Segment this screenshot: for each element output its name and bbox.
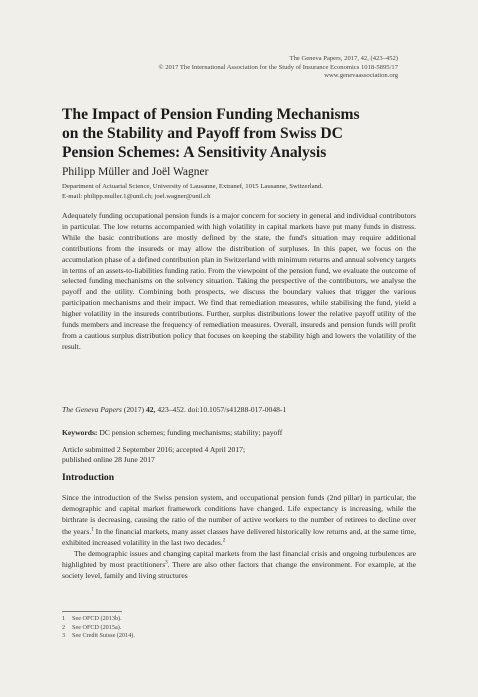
para1-text-a: Since the introduction of the Swiss pension system, and occupational pension funds (2nd pillar) in particular, the demographic and capital market framework conditions have changed. Life expectancy is increasing, while the birthrate is decreasing, causing the ratio of the number of active workers to the number of retirees to decline over the years. bbox=[62, 493, 416, 536]
intro-paragraph-2 bbox=[62, 548, 416, 582]
footnote-text: See Credit Suisse (2014). bbox=[72, 632, 135, 640]
citation-doi[interactable]: 423–452. doi:10.1057/s41288-017-0048-1 bbox=[157, 405, 287, 414]
footnote-number: 1 bbox=[62, 615, 66, 622]
introduction-body bbox=[62, 492, 416, 582]
section-heading-introduction: Introduction bbox=[62, 472, 115, 483]
para1-text-b: In the financial markets, many asset classes have delivered historically low returns and, at the same time, exhibited increased volatility in the last two decades. bbox=[62, 526, 416, 547]
masthead-copyright-line: © 2017 The International Association for the Study of Insurance Economics 1018-5895/17 bbox=[158, 63, 398, 71]
journal-masthead bbox=[159, 55, 398, 81]
masthead-journal-line: The Geneva Papers, 2017, 42, (423–452) bbox=[289, 55, 398, 62]
masthead-website-link[interactable]: www.genevaassociation.org bbox=[324, 72, 398, 80]
affiliation-address: Department of Actuarial Science, University of Lausanne, Extranef, 1015 Lausanne, Switzerland. bbox=[62, 183, 323, 190]
author-affiliation bbox=[62, 182, 432, 201]
footnote bbox=[62, 615, 135, 624]
author-names: Philipp Müller and Joël Wagner bbox=[62, 166, 209, 178]
citation-journal: The Geneva Papers bbox=[62, 405, 122, 414]
title-line-3: Pension Schemes: A Sensitivity Analysis bbox=[62, 144, 327, 161]
footnote bbox=[62, 624, 135, 633]
abstract bbox=[62, 211, 416, 353]
citation-volume: 42, bbox=[145, 405, 156, 414]
footnote-ref-2[interactable]: 2 bbox=[222, 538, 226, 544]
affiliation-email[interactable]: E-mail: philipp.muller.1@unil.ch; joel.wagner@unil.ch bbox=[62, 192, 211, 200]
keywords-text: DC pension schemes; funding mechanisms; stability; payoff bbox=[99, 428, 283, 437]
citation bbox=[62, 405, 286, 415]
footnotes bbox=[62, 615, 135, 641]
keywords-label: Keywords: bbox=[62, 428, 98, 437]
footnote-rule bbox=[62, 611, 122, 612]
abstract-text: Adequately funding occupational pension funds is a major concern for society in general and individual contributors in particular. The low returns accompanied with high volatility in capital markets have put many funds in distress. While the basic contributions are mostly defined by the state, the fund's situation may require additional contributions from the insureds or may allow the distribution of surpluses. In this paper, we focus on the accumulation phase of a defined contribution plan in Switzerland with minimum returns and annual solvency targets in terms of an assets-to-liabilities funding ratio. From the viewpoint of the pension fund, we evaluate the outcome of selected funding mechanisms on the solvency situation. Taking the perspective of the contributors, we analyse the payoff and the utility. Combining both prospects, we discuss the boundary values that trigger the various participation mechanisms and their impact. We find that remediation measures, while stabilising the fund, yield a higher volatility in the insureds contributions. Further, surplus distributions lower the relative payoff utility of the funds members and increase the frequency of remediation measures. Overall, insureds and pension funds will profit from a cautious surplus distribution policy that focuses on keeping the stability high and lowers the volatility of the result. bbox=[62, 211, 416, 351]
citation-year: (2017) bbox=[123, 405, 145, 414]
article-title bbox=[62, 105, 402, 162]
footnote-ref-3[interactable]: 3 bbox=[165, 560, 168, 566]
footnote-text: See OFCD (2015a). bbox=[72, 623, 122, 631]
article-history bbox=[62, 445, 245, 465]
footnote-text: See OFCD (2013b). bbox=[72, 615, 122, 622]
footnote bbox=[62, 632, 135, 641]
history-submitted: Article submitted 2 September 2016; accepted 4 April 2017; bbox=[62, 445, 246, 454]
intro-paragraph-1 bbox=[62, 492, 416, 548]
para2-text-b: . There are also other factors that change the environment. For example, at the society level, family and living structures bbox=[62, 560, 416, 581]
keywords bbox=[62, 428, 282, 438]
footnote-number: 3 bbox=[62, 632, 66, 640]
footnote-ref-1[interactable]: 1 bbox=[91, 527, 94, 533]
footnote-number: 2 bbox=[62, 623, 66, 631]
history-published: published online 28 June 2017 bbox=[62, 455, 155, 464]
para2-text-a: The demographic issues and changing capital markets from the last financial crisis and ongoing turbulences are highlighted by most practitioners bbox=[62, 549, 416, 570]
title-line-2: on the Stability and Payoff from Swiss DC bbox=[62, 125, 343, 142]
title-line-1: The Impact of Pension Funding Mechanisms bbox=[62, 106, 360, 123]
